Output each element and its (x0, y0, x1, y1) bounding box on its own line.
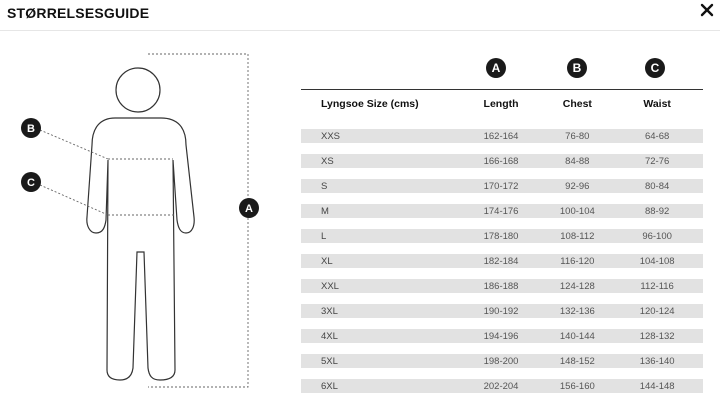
cell-waist: 72-76 (644, 155, 670, 167)
cell-chest: 108-112 (560, 230, 595, 242)
table-row (301, 229, 703, 243)
table-row (301, 179, 703, 193)
cell-size: L (321, 230, 327, 242)
figure-head (116, 68, 160, 112)
cell-waist: 112-116 (640, 280, 674, 292)
cell-length: 170-172 (483, 180, 519, 192)
cell-size: 6XL (321, 380, 338, 392)
page-title: STØRRELSESGUIDE (7, 5, 150, 21)
table-body (301, 129, 703, 393)
table-row (301, 279, 703, 293)
cell-chest: 140-144 (559, 330, 595, 342)
cell-chest: 156-160 (559, 380, 595, 392)
cell-chest: 132-136 (559, 305, 595, 317)
svg-text:C: C (27, 177, 35, 189)
cell-size: XL (321, 255, 333, 267)
cell-length: 194-196 (483, 330, 519, 342)
table-header (301, 89, 703, 118)
cell-length: 190-192 (483, 305, 519, 317)
cell-chest: 92-96 (565, 180, 590, 192)
cell-size: XXS (321, 130, 341, 142)
cell-chest: 124-128 (559, 280, 595, 292)
cell-waist: 96-100 (642, 230, 672, 242)
cell-waist: 104-108 (639, 255, 675, 267)
cell-chest: 116-120 (560, 255, 595, 267)
badge-a: A (486, 58, 506, 78)
table-row (301, 129, 703, 143)
badge-b: B (567, 58, 587, 78)
cell-chest: 84-88 (565, 155, 590, 167)
cell-length: 174-176 (483, 205, 519, 217)
cell-waist: 120-124 (639, 305, 675, 317)
table-row (301, 304, 703, 318)
cell-size: 4XL (321, 330, 338, 342)
cell-waist: 80-84 (644, 180, 670, 192)
table-row (301, 154, 703, 168)
figure-badge-b (21, 118, 41, 138)
cell-size: M (321, 205, 329, 217)
svg-text:B: B (27, 123, 35, 135)
svg-text:A: A (245, 203, 253, 215)
header-size: Lyngsoe Size (cms) (321, 98, 419, 110)
cell-chest: 100-104 (559, 205, 595, 217)
cell-size: S (321, 180, 328, 192)
cell-size: XXL (321, 280, 339, 292)
close-icon[interactable] (697, 0, 719, 22)
cell-chest: 148-152 (559, 355, 595, 367)
cell-length: 162-164 (483, 130, 519, 142)
column-badges (301, 56, 703, 82)
size-table (301, 56, 703, 404)
table-row (301, 254, 703, 268)
cell-size: 3XL (321, 305, 338, 317)
cell-length: 166-168 (483, 155, 519, 167)
cell-waist: 136-140 (639, 355, 675, 367)
cell-length: 182-184 (483, 255, 519, 267)
cell-size: 5XL (321, 355, 338, 367)
badge-c: C (645, 58, 665, 78)
table-row (301, 379, 703, 393)
cell-waist: 144-148 (639, 380, 675, 392)
modal-header (0, 0, 720, 31)
cell-waist: 88-92 (644, 205, 670, 217)
figure-badge-a (239, 198, 259, 218)
cell-chest: 76-80 (565, 130, 590, 142)
cell-waist: 64-68 (644, 130, 670, 142)
table-row (301, 354, 703, 368)
cell-length: 202-204 (483, 380, 519, 392)
cell-size: XS (321, 155, 334, 167)
header-waist: Waist (643, 98, 671, 110)
header-length: Length (483, 98, 519, 110)
header-chest: Chest (562, 98, 592, 110)
cell-length: 186-188 (483, 280, 519, 292)
body-measurement-figure (0, 30, 290, 415)
figure-badge-c (21, 172, 41, 192)
cell-waist: 128-132 (639, 330, 675, 342)
cell-length: 198-200 (483, 355, 519, 367)
table-row (301, 329, 703, 343)
table-row (301, 204, 703, 218)
cell-length: 178-180 (483, 230, 519, 242)
